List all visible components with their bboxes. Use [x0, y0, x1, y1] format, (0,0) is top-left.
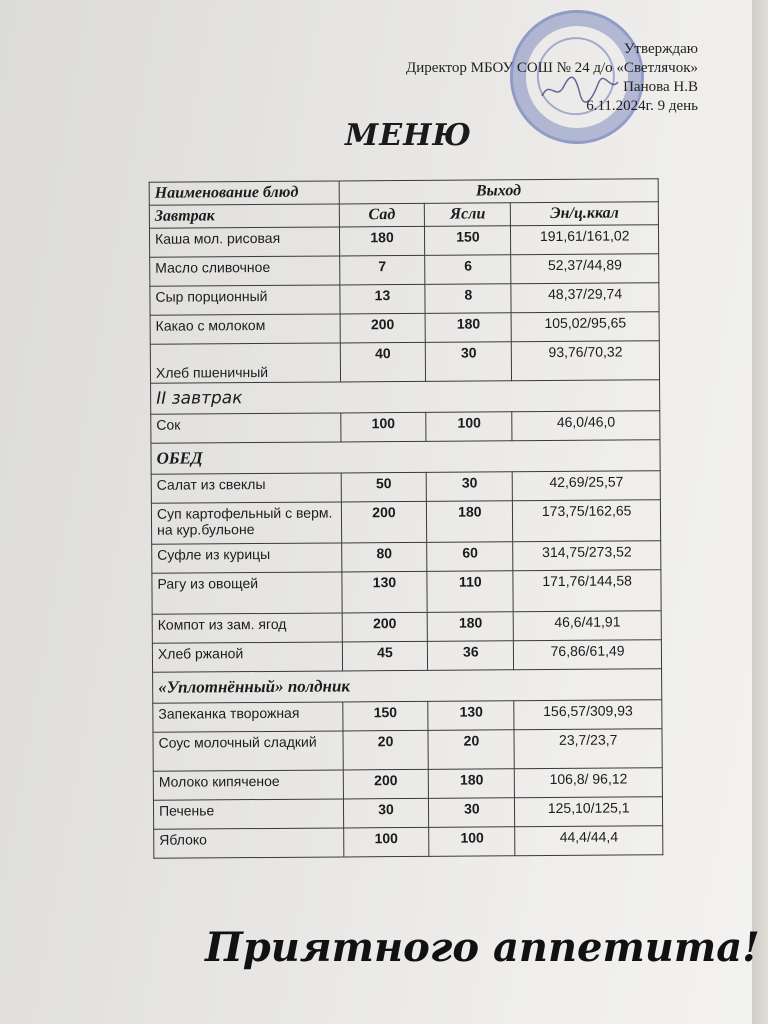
paper-edge	[752, 0, 768, 1024]
dish-name: Сыр порционный	[150, 285, 340, 315]
energy-value: 46,0/46,0	[512, 411, 660, 441]
section-second-breakfast-title: II завтрак	[151, 380, 660, 415]
dish-name: Запеканка творожная	[153, 702, 343, 732]
table-row	[153, 700, 662, 733]
header-output: Выход	[339, 179, 659, 204]
energy-value: 156,57/309,93	[514, 700, 662, 730]
section-snack-title: «Уплотнённый» полдник	[153, 669, 662, 704]
portion-sad: 45	[342, 641, 428, 671]
dish-name: Салат из свеклы	[151, 473, 341, 503]
table-row	[153, 768, 662, 801]
table-row	[150, 283, 659, 316]
portion-sad: 50	[341, 472, 427, 502]
table-row	[149, 225, 658, 258]
approval-signer: Панова Н.В	[623, 79, 698, 95]
energy-value: 191,61/161,02	[511, 225, 659, 255]
portion-sad: 7	[339, 255, 425, 285]
table-row	[153, 729, 662, 772]
dish-name: Какао с молоком	[150, 314, 340, 344]
portion-yasli: 180	[426, 313, 512, 343]
portion-yasli: 30	[427, 472, 513, 502]
energy-value: 42,69/25,57	[512, 471, 660, 501]
table-row	[151, 471, 660, 504]
portion-yasli: 36	[428, 641, 514, 671]
table-row	[151, 500, 660, 545]
dish-name: Суп картофельный с верм. на кур.бульоне	[151, 502, 341, 544]
section-row	[153, 669, 662, 704]
portion-sad: 180	[339, 226, 425, 256]
energy-value: 93,76/70,32	[512, 341, 660, 381]
portion-yasli: 8	[425, 284, 511, 314]
table-row	[150, 254, 659, 287]
dish-name: Яблоко	[154, 828, 344, 858]
table-row	[152, 541, 661, 574]
portion-yasli: 110	[427, 571, 513, 613]
approval-heading: Утверждаю	[623, 41, 698, 57]
portion-sad: 20	[343, 730, 429, 770]
energy-value: 76,86/61,49	[514, 640, 662, 670]
portion-sad: 100	[340, 412, 426, 442]
portion-sad: 100	[343, 827, 429, 857]
dish-name: Каша мол. рисовая	[149, 227, 339, 257]
section-row	[151, 440, 660, 475]
menu-table	[149, 178, 664, 859]
portion-yasli: 100	[426, 412, 512, 442]
portion-yasli: 180	[427, 501, 513, 543]
energy-value: 125,10/125,1	[515, 797, 663, 827]
header-yasli: Ясли	[425, 203, 511, 227]
dish-name: Хлеб ржаной	[152, 642, 342, 672]
table-row	[151, 411, 660, 444]
portion-sad: 40	[340, 342, 426, 382]
energy-value: 23,7/23,7	[514, 729, 662, 769]
energy-value: 48,37/29,74	[511, 283, 659, 313]
dish-name: Рагу из овощей	[152, 572, 342, 614]
table-row	[152, 611, 661, 644]
dish-name: Хлеб пшеничный	[150, 343, 340, 383]
portion-sad: 150	[342, 701, 428, 731]
energy-value: 52,37/44,89	[511, 254, 659, 284]
dish-name: Сок	[151, 413, 341, 443]
approval-position: Директор МБОУ СОШ № 24 д/о «Светлячок»	[406, 60, 698, 76]
table-row	[154, 826, 663, 859]
section-breakfast-title: Завтрак	[149, 204, 339, 228]
section-lunch-title: ОБЕД	[151, 440, 660, 475]
table-row	[150, 341, 659, 384]
approval-block	[406, 40, 698, 116]
portion-sad: 200	[341, 501, 427, 543]
dish-name: Соус молочный сладкий	[153, 731, 343, 771]
energy-value: 314,75/273,52	[513, 541, 661, 571]
portion-yasli: 150	[425, 226, 511, 256]
dish-name: Суфле из курицы	[152, 543, 342, 573]
approval-date-day: 6.11.2024г. 9 день	[586, 98, 698, 114]
energy-value: 171,76/144,58	[513, 570, 661, 612]
header-sad: Сад	[339, 203, 425, 227]
energy-value: 173,75/162,65	[513, 500, 661, 542]
dish-name: Печенье	[153, 799, 343, 829]
section-row	[151, 380, 660, 415]
portion-yasli: 180	[428, 612, 514, 642]
table-row	[152, 640, 661, 673]
portion-yasli: 20	[428, 730, 514, 770]
portion-sad: 200	[343, 769, 429, 799]
portion-yasli: 60	[427, 542, 513, 572]
table-row	[150, 312, 659, 345]
portion-sad: 80	[341, 542, 427, 572]
portion-yasli: 30	[429, 798, 515, 828]
dish-name: Масло сливочное	[150, 256, 340, 286]
footer-greeting: Приятного аппетита!	[205, 924, 760, 971]
dish-name: Молоко кипяченое	[153, 770, 343, 800]
header-dish-name: Наименование блюд	[149, 181, 339, 205]
portion-sad: 200	[340, 313, 426, 343]
energy-value: 44,4/44,4	[515, 826, 663, 856]
page-title: МЕНЮ	[345, 118, 473, 153]
portion-yasli: 100	[429, 827, 515, 857]
portion-yasli: 30	[426, 342, 512, 382]
table-row	[153, 797, 662, 830]
portion-sad: 30	[343, 798, 429, 828]
portion-sad: 200	[342, 612, 428, 642]
energy-value: 105,02/95,65	[511, 312, 659, 342]
portion-yasli: 180	[429, 769, 515, 799]
dish-name: Компот из зам. ягод	[152, 613, 342, 643]
header-energy: Эн/ц.ккал	[511, 202, 659, 226]
portion-sad: 130	[341, 571, 427, 613]
energy-value: 46,6/41,91	[513, 611, 661, 641]
portion-yasli: 6	[425, 255, 511, 285]
portion-yasli: 130	[428, 701, 514, 731]
table-row	[152, 570, 661, 615]
energy-value: 106,8/ 96,12	[515, 768, 663, 798]
portion-sad: 13	[339, 284, 425, 314]
